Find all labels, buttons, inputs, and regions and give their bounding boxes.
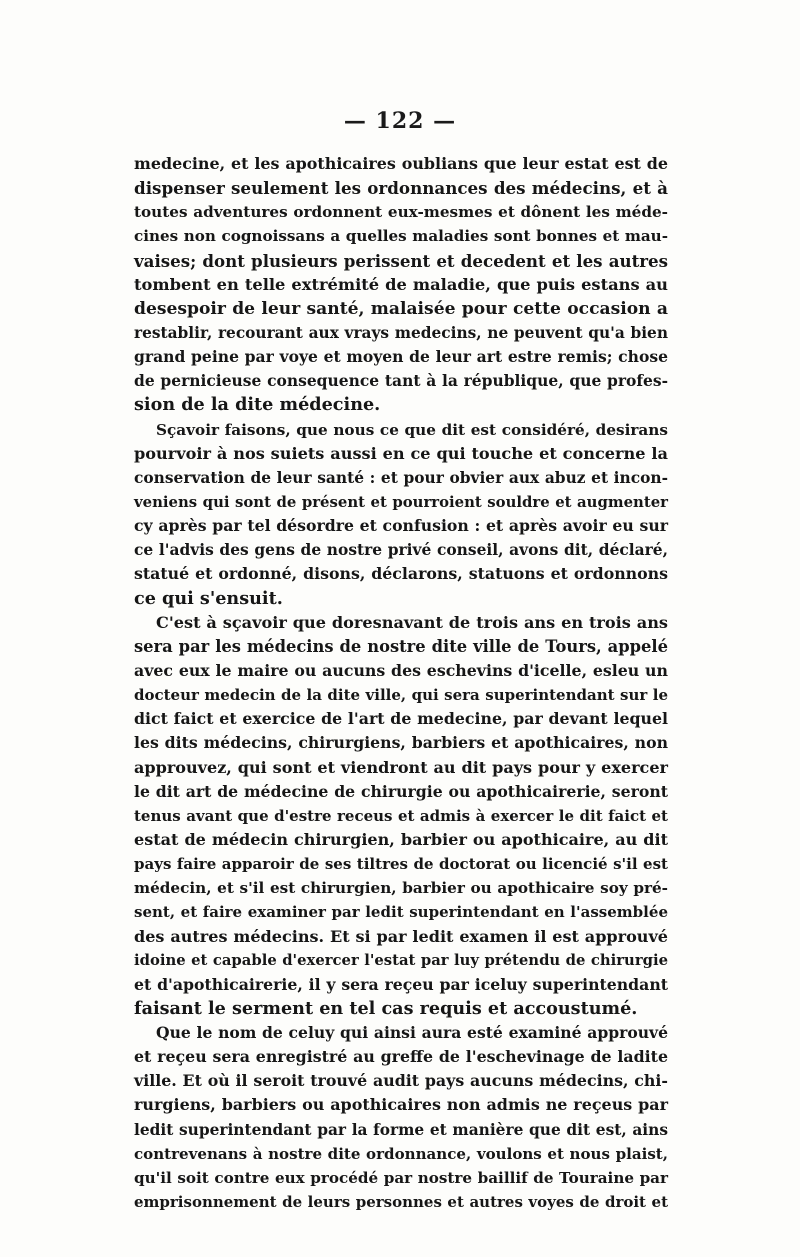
text-line: ce l'advis des gens de nostre privé conseil, avons dit, déclaré, <box>134 541 668 560</box>
text-line: rurgiens, barbiers ou apothicaires non admis ne reçeus par <box>134 1095 668 1115</box>
text-line: dispenser seulement les ordonnances des médecins, et à <box>134 178 668 199</box>
text-line: idoine et capable d'exercer l'estat par luy prétendu de chirurgie <box>134 951 668 969</box>
text-line: et d'apothicairerie, il y sera reçeu par iceluy superintendant <box>134 974 668 994</box>
text-line: faisant le serment en tel cas requis et accoustumé. <box>134 997 638 1019</box>
text-line: de pernicieuse consequence tant à la république, que profes- <box>134 371 668 391</box>
text-line: grand peine par voye et moyen de leur art estre remis; chose <box>134 347 668 367</box>
text-line: docteur medecin de la dite ville, qui sera superintendant sur le <box>134 686 668 705</box>
text-line: dict faict et exercice de l'art de medecine, par devant lequel <box>134 709 668 729</box>
text-line: qu'il soit contre eux procédé par nostre baillif de Touraine par <box>134 1168 668 1187</box>
text-line: contrevenans à nostre dite ordonnance, voulons et nous plaist, <box>134 1144 668 1163</box>
text-line: conservation de leur santé : et pour obvier aux abuz et incon- <box>134 468 668 487</box>
text-line: statué et ordonné, disons, déclarons, statuons et ordonnons <box>134 564 668 584</box>
text-line: sent, et faire examiner par ledit superintendant en l'assemblée <box>134 903 668 922</box>
text-line: Sçavoir faisons, que nous ce que dit est considéré, desirans <box>156 420 668 439</box>
text-line: tombent en telle extrémité de maladie, que puis estans au <box>134 274 668 294</box>
text-line: pourvoir à nos suiets aussi en ce qui touche et concerne la <box>134 443 668 463</box>
text-line: pays faire apparoir de ses tiltres de doctorat ou licencié s'il est <box>134 855 668 874</box>
text-line: médecin, et s'il est chirurgien, barbier ou apothicaire soy pré- <box>134 879 668 898</box>
paragraph <box>134 1021 668 1214</box>
text-line: cines non cognoissans a quelles maladies sont bonnes et mau- <box>134 227 668 246</box>
body-text <box>134 152 668 1214</box>
text-line: C'est à sçavoir que doresnavant de trois ans en trois ans <box>156 612 668 632</box>
text-line: les dits médecins, chirurgiens, barbiers et apothicaires, non <box>134 733 668 753</box>
text-line: medecine, et les apothicaires oublians que leur estat est de <box>134 154 668 173</box>
text-line: Que le nom de celuy qui ainsi aura esté examiné approuvé <box>156 1023 668 1043</box>
text-line: sion de la dite médecine. <box>134 394 381 416</box>
paragraph <box>134 611 668 1021</box>
text-line: ledit superintendant par la forme et manière que dit est, ains <box>134 1120 668 1139</box>
text-line: approuvez, qui sont et viendront au dit pays pour y exercer <box>134 757 668 777</box>
text-line: cy après par tel désordre et confusion : et après avoir eu sur <box>134 516 668 536</box>
text-line: desespoir de leur santé, malaisée pour cette occasion a <box>134 298 668 319</box>
text-line: des autres médecins. Et si par ledit examen il est approuvé <box>134 926 668 946</box>
text-line: estat de médecin chirurgien, barbier ou apothicaire, au dit <box>134 829 668 849</box>
text-line: vaises; dont plusieurs perissent et decedent et les autres <box>134 250 668 271</box>
text-line: sera par les médecins de nostre dite ville de Tours, appelé <box>134 636 668 656</box>
text-line: le dit art de médecine de chirurgie ou apothicairerie, seront <box>134 781 668 801</box>
text-line: emprisonnement de leurs personnes et autres voyes de droit et <box>134 1193 668 1212</box>
text-line: avec eux le maire ou aucuns des eschevins d'icelle, esleu un <box>134 660 668 680</box>
paragraph <box>134 152 668 418</box>
text-line: restablir, recourant aux vrays medecins, ne peuvent qu'a bien <box>134 323 668 342</box>
page-number: — 122 — <box>343 108 457 134</box>
paragraph <box>134 418 668 611</box>
text-line: veniens qui sont de présent et pourroient souldre et augmenter <box>134 492 668 511</box>
text-line: ce qui s'ensuit. <box>134 587 283 609</box>
text-line: ville. Et où il seroit trouvé audit pays aucuns médecins, chi- <box>134 1071 668 1091</box>
text-line: toutes adventures ordonnent eux-mesmes et dônent les méde- <box>134 203 668 222</box>
text-line: et reçeu sera enregistré au greffe de l'eschevinage de ladite <box>134 1047 668 1067</box>
text-line: tenus avant que d'estre receus et admis à exercer le dit faict et <box>134 806 668 825</box>
